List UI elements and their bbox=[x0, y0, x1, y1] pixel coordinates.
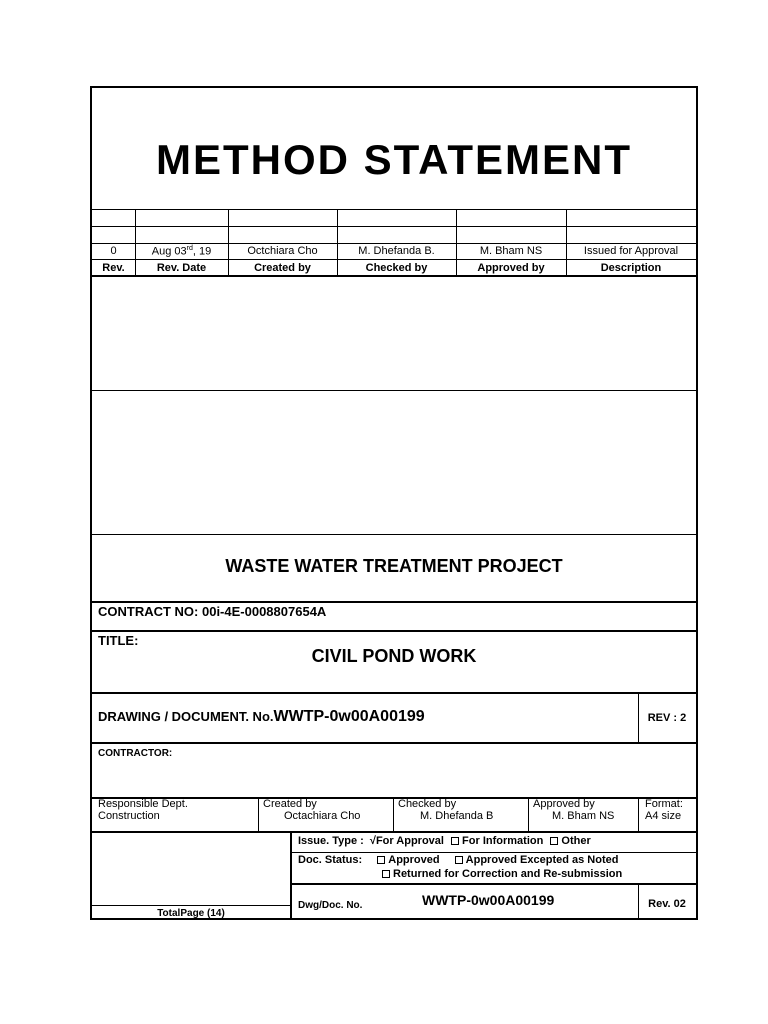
checkbox-other[interactable] bbox=[550, 837, 558, 845]
rule bbox=[92, 534, 696, 535]
checkbox-returned[interactable] bbox=[382, 870, 390, 878]
approved-by-header: Approved by bbox=[477, 262, 545, 274]
doc-status-label: Doc. Status: bbox=[298, 854, 363, 866]
created-by-value: Octchiara Cho bbox=[247, 245, 318, 257]
issue-other[interactable]: Other bbox=[561, 835, 591, 847]
created-by-label: Created by bbox=[263, 798, 317, 810]
checked-by-header: Checked by bbox=[365, 262, 428, 274]
title-label: TITLE: bbox=[98, 633, 139, 648]
rule bbox=[92, 692, 696, 694]
rule bbox=[290, 831, 292, 920]
drawing-label: DRAWING / DOCUMENT. No. bbox=[98, 709, 274, 724]
footer-rev: Rev. 02 bbox=[648, 898, 686, 910]
rule bbox=[92, 831, 696, 833]
rule bbox=[92, 259, 696, 260]
rule bbox=[92, 226, 696, 227]
rule bbox=[393, 797, 394, 831]
rev-value: 0 bbox=[110, 245, 117, 257]
created-by-name: Octachiara Cho bbox=[284, 810, 361, 822]
doc-status-row-2 bbox=[378, 868, 622, 880]
rule bbox=[92, 275, 696, 277]
format-value: A4 size bbox=[645, 810, 682, 822]
document-title: METHOD STATEMENT bbox=[155, 136, 633, 183]
description-value: Issued for Approval bbox=[583, 245, 679, 257]
drawing-number: WWTP-0w00A00199 bbox=[273, 708, 425, 725]
rev-date-header: Rev. Date bbox=[156, 262, 207, 274]
dwg-doc-label: Dwg/Doc. No. bbox=[298, 900, 363, 911]
rule bbox=[290, 852, 696, 853]
checked-by-value: M. Dhefanda B. bbox=[358, 245, 435, 257]
format-label: Format: bbox=[645, 798, 683, 810]
doc-status-row bbox=[298, 854, 618, 866]
checked-by-label: Checked by bbox=[398, 798, 457, 810]
approved-by-name: M. Bham NS bbox=[552, 810, 615, 822]
description-header: Description bbox=[600, 262, 662, 274]
rule bbox=[92, 243, 696, 244]
created-by-header: Created by bbox=[254, 262, 311, 274]
rule bbox=[258, 797, 259, 831]
checkbox-approved-excepted[interactable] bbox=[455, 856, 463, 864]
drawing-rev: REV : 2 bbox=[647, 712, 687, 724]
responsible-dept-value: Construction bbox=[98, 810, 160, 822]
contract-number: CONTRACT NO: 00i-4E-0008807654A bbox=[98, 604, 327, 619]
rule bbox=[92, 209, 696, 210]
rule bbox=[92, 742, 696, 744]
rule bbox=[92, 390, 696, 391]
issue-type-label: Issue. Type : bbox=[298, 835, 364, 847]
approved-by-value: M. Bham NS bbox=[479, 245, 543, 257]
responsible-dept-label: Responsible Dept. bbox=[98, 798, 188, 810]
drawing-number-row bbox=[98, 708, 425, 726]
status-approved[interactable]: Approved bbox=[388, 854, 440, 866]
approved-by-label: Approved by bbox=[533, 798, 595, 810]
method-statement-sheet bbox=[90, 86, 698, 920]
checked-by-name: M. Dhefanda B bbox=[420, 810, 494, 822]
rule bbox=[638, 797, 639, 831]
contractor-label: CONTRACTOR: bbox=[98, 748, 173, 759]
checkbox-for-information[interactable] bbox=[451, 837, 459, 845]
rule bbox=[528, 797, 529, 831]
status-returned[interactable]: Returned for Correction and Re-submission bbox=[393, 868, 623, 880]
status-approved-excepted[interactable]: Approved Excepted as Noted bbox=[465, 854, 619, 866]
rule bbox=[92, 601, 696, 603]
issue-for-information[interactable]: For Information bbox=[462, 835, 544, 847]
title-value: CIVIL POND WORK bbox=[311, 646, 477, 666]
project-name: WASTE WATER TREATMENT PROJECT bbox=[225, 556, 563, 576]
rev-date-value: Aug 03rd, 19 bbox=[151, 245, 212, 258]
dwg-doc-number: WWTP-0w00A00199 bbox=[422, 892, 555, 908]
total-page: TotalPage (14) bbox=[157, 908, 225, 919]
rule bbox=[92, 905, 290, 906]
check-mark-icon: √ bbox=[369, 835, 376, 847]
rev-header: Rev. bbox=[102, 262, 125, 274]
rule bbox=[92, 630, 696, 632]
issue-for-approval[interactable]: For Approval bbox=[375, 835, 444, 847]
checkbox-approved[interactable] bbox=[377, 856, 385, 864]
rule bbox=[290, 883, 696, 885]
issue-type-row bbox=[298, 835, 591, 847]
